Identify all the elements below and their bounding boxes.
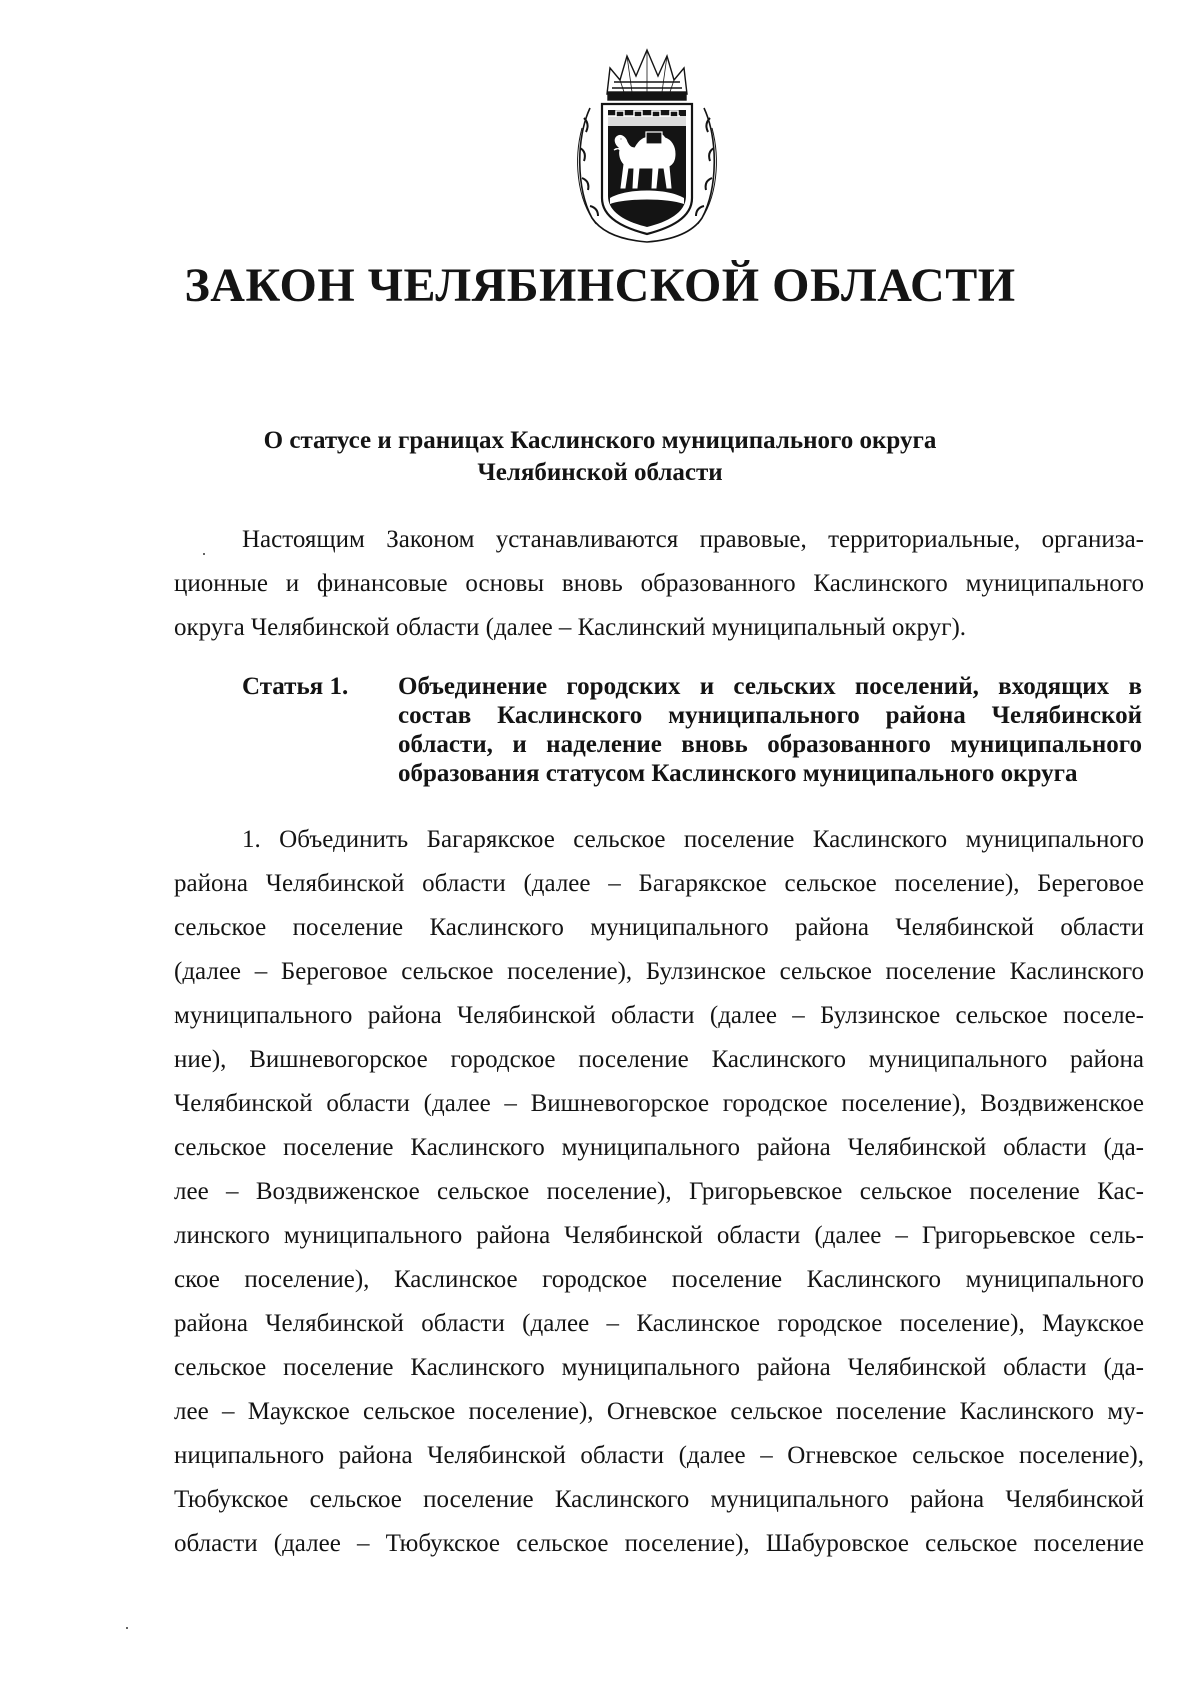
coat-of-arms-emblem [572, 48, 722, 246]
article-title-line: образования статусом Каслинского муниципального округа [398, 760, 1078, 787]
article-title-line: Объединение городских и сельских поселений, входящих в [398, 673, 1142, 700]
scan-speck [126, 1627, 128, 1629]
body-line: 1. Объединить Багарякское сельское поселение Каслинского муниципального [242, 826, 1144, 853]
article-title-line: области, и наделение вновь образованного муниципального [398, 731, 1142, 758]
subject-line: О статусе и границах Каслинского муниципального округа [263, 427, 937, 454]
body-line: линского муниципального района Челябинской области (далее – Григорьевское сель- [174, 1222, 1144, 1249]
article-body-paragraph [174, 818, 1144, 1566]
subject-line: Челябинской области [477, 459, 723, 486]
law-title: ЗАКОН ЧЕЛЯБИНСКОЙ ОБЛАСТИ [184, 259, 1016, 312]
shield-icon [602, 104, 692, 234]
body-line: сельское поселение Каслинского муниципального района Челябинской области [174, 914, 1144, 941]
preamble-line: ционные и финансовые основы вновь образованного Каслинского муниципального [174, 570, 1144, 597]
body-line: лее – Воздвиженское сельское поселение), Григорьевское сельское поселение Кас- [174, 1178, 1144, 1205]
crown-icon [607, 50, 687, 100]
article-title [398, 672, 1142, 788]
body-line: муниципального района Челябинской области (далее – Булзинское сельское поселе- [174, 1002, 1144, 1029]
body-line: ниципального района Челябинской области (далее – Огневское сельское поселение), [174, 1442, 1144, 1469]
body-line: лее – Маукское сельское поселение), Огневское сельское поселение Каслинского му- [174, 1398, 1144, 1425]
preamble-line: Настоящим Законом устанавливаются правовые, территориальные, организа- [242, 526, 1144, 553]
body-line: Тюбукское сельское поселение Каслинского муниципального района Челябинской [174, 1486, 1144, 1513]
body-line: ние), Вишневогорское городское поселение Каслинского муниципального района [174, 1046, 1144, 1073]
body-line: района Челябинской области (далее – Каслинское городское поселение), Маукское [174, 1310, 1144, 1337]
article-number: Статья 1. [242, 673, 349, 700]
body-line: Челябинской области (далее – Вишневогорское городское поселение), Воздвиженское [174, 1090, 1144, 1117]
body-line: (далее – Береговое сельское поселение), Булзинское сельское поселение Каслинского [174, 958, 1144, 985]
preamble-line: округа Челябинской области (далее – Каслинский муниципальный округ). [174, 614, 967, 641]
body-line: ское поселение), Каслинское городское поселение Каслинского муниципального [174, 1266, 1144, 1293]
law-subject-heading [170, 425, 1030, 489]
body-line: сельское поселение Каслинского муниципального района Челябинской области (да- [174, 1134, 1144, 1161]
body-line: района Челябинской области (далее – Багарякское сельское поселение), Береговое [174, 870, 1144, 897]
article-title-line: состав Каслинского муниципального района Челябинской [398, 702, 1142, 729]
preamble-paragraph [174, 518, 1144, 650]
scan-speck [203, 553, 205, 555]
body-line: сельское поселение Каслинского муниципального района Челябинской области (да- [174, 1354, 1144, 1381]
body-line: области (далее – Тюбукское сельское поселение), Шабуровское сельское поселение [174, 1530, 1144, 1557]
